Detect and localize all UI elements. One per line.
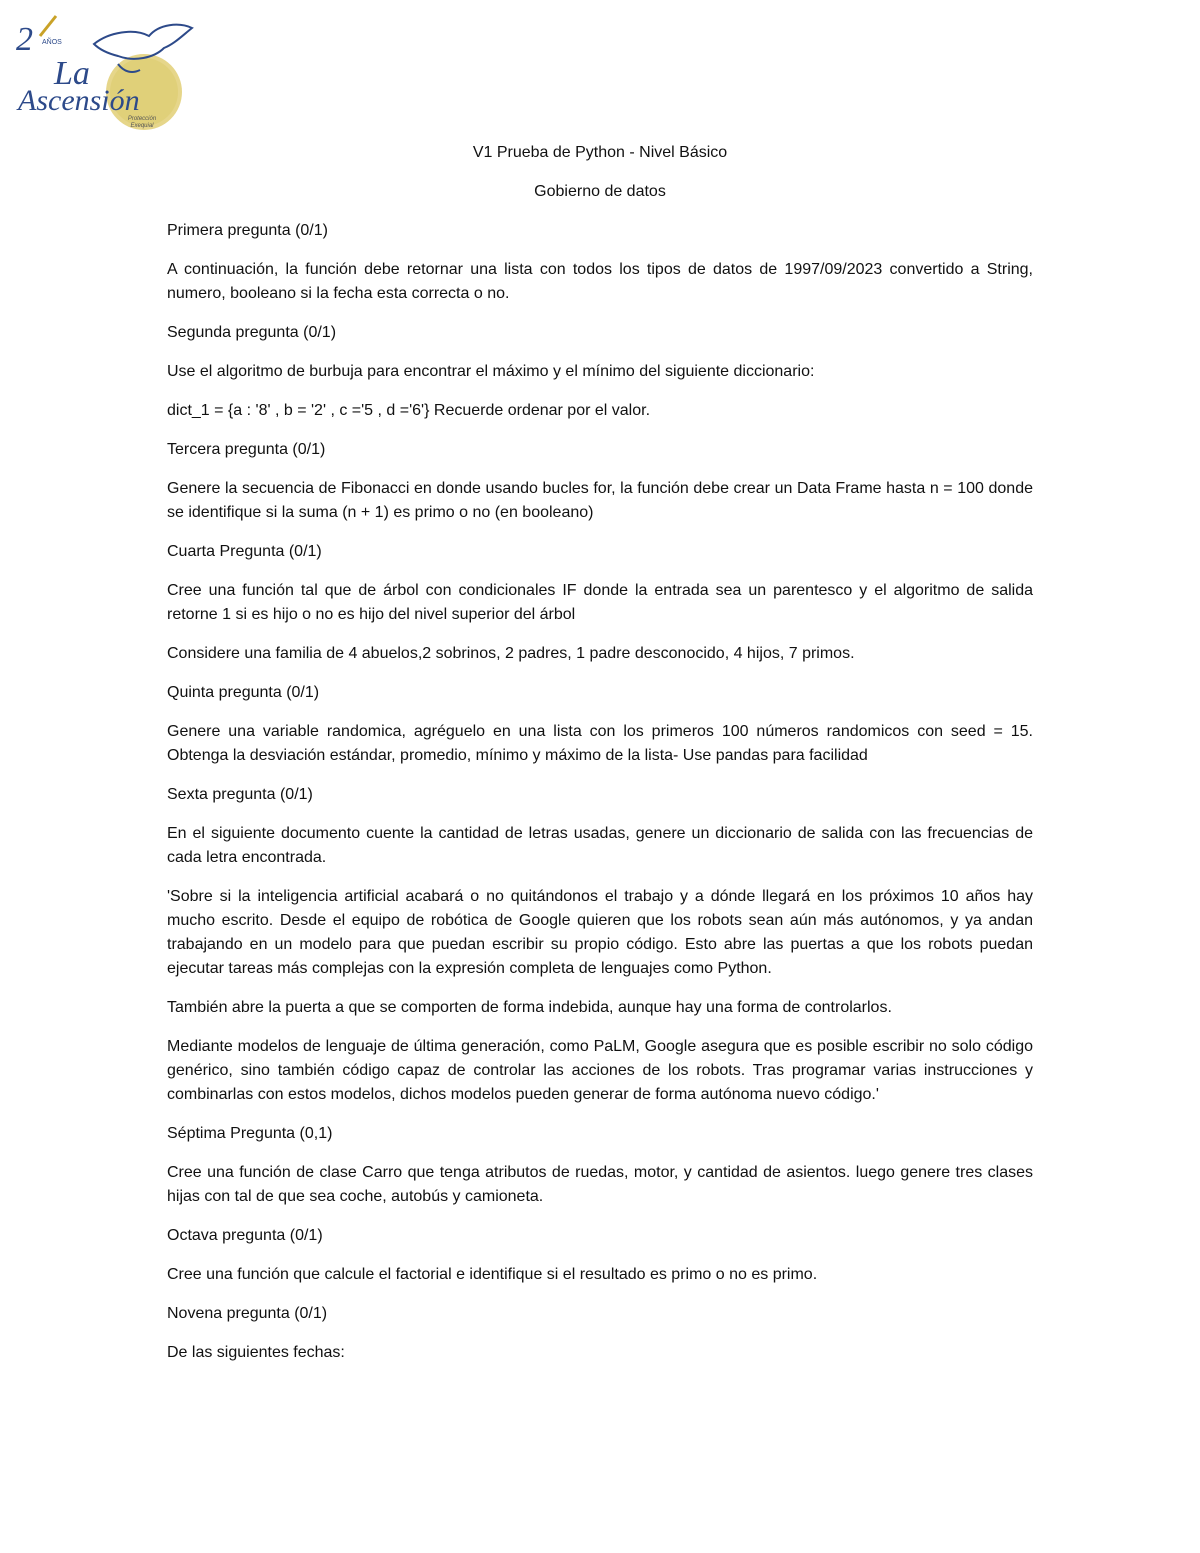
question-6-quote-1: 'Sobre si la inteligencia artificial acabará o no quitándonos el trabajo y a dónde llegará en los próximos 10 años hay mucho escrito. Desde el equipo de robótica de Google quieren que los robots sean aún más autónomos, y ya andan trabajando en un modelo para que puedan escribir su propio código. Esto abre las puertas a que los robots puedan ejecutar tareas más complejas con la expresión completa de lenguajes como Python. <box>167 888 1033 977</box>
question-6-text: En el siguiente documento cuente la cantidad de letras usadas, genere un diccionario de salida con las frecuencias de cada letra encontrada. <box>167 825 1033 866</box>
la-ascension-logo <box>14 14 194 140</box>
question-2-text: Use el algoritmo de burbuja para encontrar el máximo y el mínimo del siguiente diccionario: <box>167 363 815 380</box>
question-4-text: Cree una función tal que de árbol con condicionales IF donde la entrada sea un parentesco y el algoritmo de salida retorne 1 si es hijo o no es hijo del nivel superior del árbol <box>167 582 1033 623</box>
question-6-quote-3: Mediante modelos de lenguaje de última generación, como PaLM, Google asegura que es posible escribir no solo código genérico, sino también código capaz de controlar las acciones de los robots. Tras programar varias instrucciones y combinarlas con estos modelos, dichos modelos pueden generar de forma autónoma nuevo código.' <box>167 1038 1033 1103</box>
question-8-text: Cree una función que calcule el factorial e identifique si el resultado es primo o no es primo. <box>167 1266 818 1283</box>
logo-tagline-line1: Protección <box>127 116 157 122</box>
question-2-heading: Segunda pregunta (0/1) <box>167 324 337 341</box>
dove-icon <box>94 25 192 59</box>
document-body <box>167 141 1033 1380</box>
question-7-heading: Séptima Pregunta (0,1) <box>167 1125 333 1142</box>
question-5-heading: Quinta pregunta (0/1) <box>167 684 320 701</box>
logo-tagline-line2: Exequial <box>130 123 154 129</box>
question-4-family: Considere una familia de 4 abuelos,2 sobrinos, 2 padres, 1 padre desconocido, 4 hijos, 7 primos. <box>167 645 855 662</box>
question-3-heading: Tercera pregunta (0/1) <box>167 441 326 458</box>
question-2-dict: dict_1 = {a : '8' , b = '2' , c ='5 , d ='6'} Recuerde ordenar por el valor. <box>167 402 651 419</box>
question-9-heading: Novena pregunta (0/1) <box>167 1305 328 1322</box>
logo-graphic <box>14 14 194 140</box>
document-title: V1 Prueba de Python - Nivel Básico <box>472 144 728 161</box>
logo-anos-label: AÑOS <box>42 39 62 46</box>
document-subtitle: Gobierno de datos <box>534 183 666 200</box>
logo-brand-line2: Ascensión <box>18 84 140 117</box>
question-8-heading: Octava pregunta (0/1) <box>167 1227 323 1244</box>
anniversary-accent <box>40 16 56 36</box>
question-6-heading: Sexta pregunta (0/1) <box>167 786 313 803</box>
question-9-text: De las siguientes fechas: <box>167 1344 345 1361</box>
question-6-quote-2: También abre la puerta a que se comporten de forma indebida, aunque hay una forma de controlarlos. <box>167 999 892 1016</box>
question-1-text: A continuación, la función debe retornar una lista con todos los tipos de datos de 1997/09/2023 convertido a String, numero, booleano si la fecha esta correcta o no. <box>167 261 1033 302</box>
question-3-text: Genere la secuencia de Fibonacci en donde usando bucles for, la función debe crear un Data Frame hasta n = 100 donde se identifique si la suma (n + 1) es primo o no (en booleano) <box>167 480 1033 521</box>
question-5-text: Genere una variable randomica, agréguelo en una lista con los primeros 100 números randomicos con seed = 15. Obtenga la desviación estándar, promedio, mínimo y máximo de la lista- Use pandas para facilidad <box>167 723 1033 764</box>
logo-brand-line1: La <box>54 55 90 92</box>
question-7-text: Cree una función de clase Carro que tenga atributos de ruedas, motor, y cantidad de asientos. luego genere tres clases hijas con tal de que sea coche, autobús y camioneta. <box>167 1164 1033 1205</box>
question-1-heading: Primera pregunta (0/1) <box>167 222 328 239</box>
question-4-heading: Cuarta Pregunta (0/1) <box>167 543 322 560</box>
logo-anniversary-number: 2 <box>16 21 33 58</box>
